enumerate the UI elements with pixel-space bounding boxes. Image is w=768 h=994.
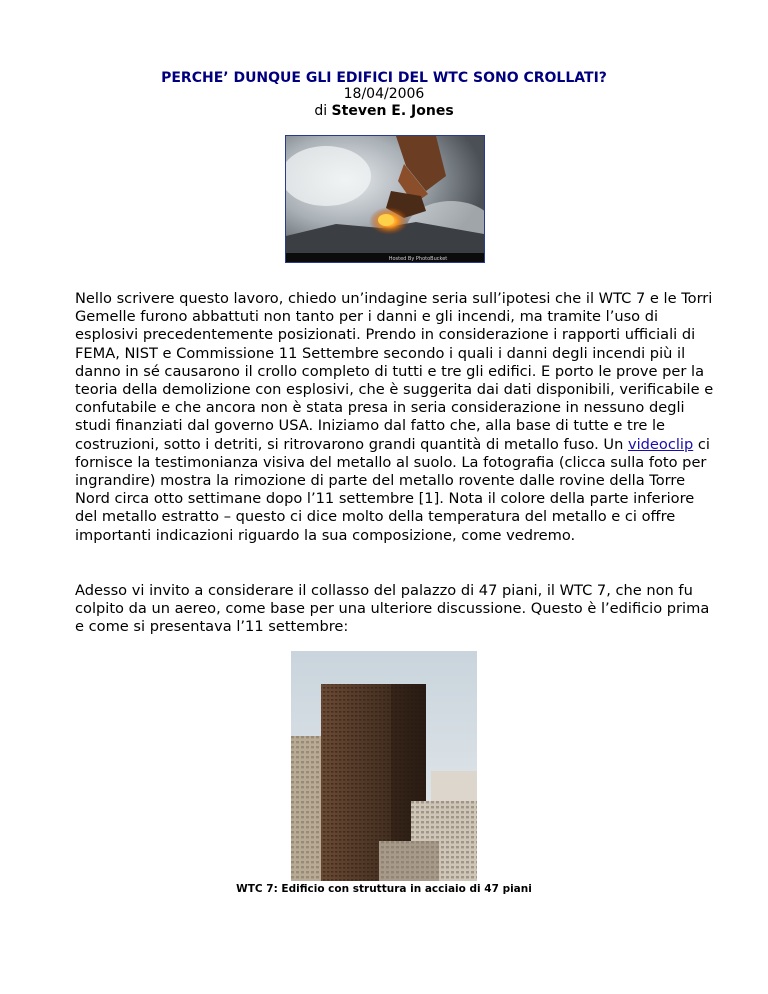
article-date: 18/04/2006 (343, 86, 425, 102)
videoclip-link[interactable]: videoclip (627, 435, 694, 453)
paragraph-1-text-a: Nello scrivere questo lavoro, chiedo un’indagine seria sull’ipotesi che il WTC 7 e le Torri Gemelle furono abbattuti non tanto per i danni e gli incendi, ma tramite l’uso di esplosivi precedentemente posizionati. Prendo in considerazione i rapporti ufficiali di FEMA, NIST e Commissione 11 Settembre secondo i quali i danni degli incendi più il danno in sé causarono il crollo completo di tutti e tre gli edifici. E porto le prove per la teoria della demolizione con esplosivi, che è suggerita dai dati disponibili, verificabile e confutabile e che ancora non è stata presa in seria considerazione in nessuno degli studi finanziati dal governo USA. Iniziamo dal fatto che, alla base di tutte e tre le costruzioni, sotto i detriti, si ritrovarono grandi quantità di metallo fuso. Un (75, 290, 714, 453)
paragraph-2: Adesso vi invito a considerare il collasso del palazzo di 47 piani, il WTC 7, che non fu colpito da un aereo, come base per una ulteriore discussione. Questo è l’edificio prima e come si presentava l’11 settembre: (75, 582, 710, 636)
wtc7-building-photo[interactable] (291, 651, 477, 881)
byline-prefix: di (314, 103, 328, 119)
photo-watermark: Hosted By PhotoBucket (388, 256, 448, 262)
article-byline (0, 103, 768, 120)
paragraph-1 (75, 290, 715, 545)
article-title: PERCHE’ DUNQUE GLI EDIFICI DEL WTC SONO CROLLATI? (161, 70, 607, 86)
paragraph-1-text-b: ci fornisce la testimonianza visiva del metallo al suolo. La fotografia (clicca sulla foto per ingrandire) mostra la rimozione di parte del metallo rovente dalle rovine della Torre Nord circa otto settimane dopo l’11 settembre [1]. Nota il colore della parte inferiore del metallo estratto – questo ci dice molto della temperatura del metallo e ci offre importanti indicazioni riguardo la sua composizione, come vedremo. (75, 435, 710, 544)
photo-caption: WTC 7: Edificio con struttura in acciaio di 47 piani (236, 883, 532, 895)
author-name: Steven E. Jones (331, 103, 454, 119)
molten-metal-photo[interactable] (285, 135, 485, 263)
